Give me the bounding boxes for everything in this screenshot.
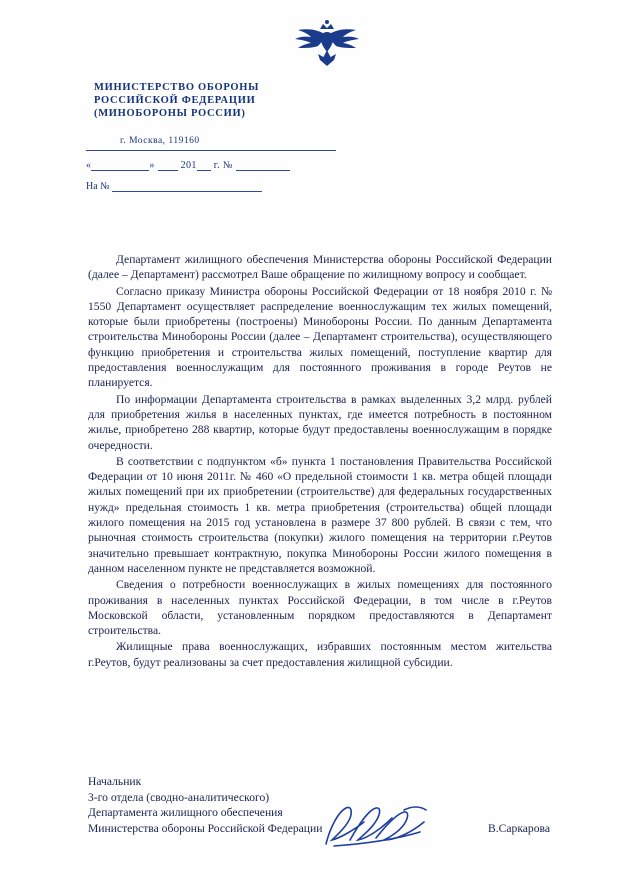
letterhead: [0, 18, 637, 192]
paragraph-3: По информации Департамента строительства в рамках выделенных 3,2 млрд. рублей для приобретения жилья в населенных пунктах, где имеется потребность в постоянном жилье, приобретено 288 квартир, которые будут предоставлены военнослужащим в порядке очередности.: [88, 392, 552, 452]
signer-department-line-1: 3-го отдела (сводно-аналитического): [88, 790, 270, 804]
signer-department-line-3: Министерства обороны Российской Федерации: [88, 821, 323, 835]
paragraph-6: Жилищные права военнослужащих, избравших постоянным местом жительства г.Реутов, будут реализованы за счет предоставления жилищной субсидии.: [88, 640, 552, 669]
ministry-line-1: МИНИСТЕРСТВО ОБОРОНЫ: [94, 82, 260, 93]
paragraph-4: В соответствии с подпунктом «б» пункта 1 постановления Правительства Российской Федерации от 10 июня 2011г. № 460 «О предельной стоимости 1 кв. метра общей площади жилых помещений при их приобретении (строительстве) для федеральных государственных нужд» предельная стоимость 1 кв. метра приобретения (строительства) общей площади жилого помещения на 2015 год установлена в размере 37 800 рублей. В связи с тем, что рыночная стоимость строительства (покупки) жилого помещения на территории г.Реутов значительно превышает контрактную, покупка Минобороны России жилого помещения в данном населенном пункте не представляется возможной.: [88, 454, 552, 575]
ministry-line-3: (МИНОБОРОНЫ РОССИИ): [94, 108, 246, 119]
signer-name: В.Саркарова: [488, 821, 550, 835]
ministry-line-2: РОССИЙСКОЙ ФЕДЕРАЦИИ: [94, 95, 256, 106]
letterhead-divider: [86, 150, 336, 151]
signer-department-line-2: Департамента жилищного обеспечения: [88, 806, 283, 820]
paragraph-2: Согласно приказу Министра обороны Российской Федерации от 18 ноября 2010 г. № 1550 Департамент осуществляет распределение военнослужащим тех жилых помещений, которые были приобретены (построены) Минобороны России. По данным Департамента строительства Минобороны России (далее – Департамент строительства), осуществляющего функцию приобретения и строительства жилых помещений, поступление квартир для предоставления военнослужащим для постоянного проживания в городе Реутов не планируется.: [88, 284, 552, 390]
number-blank-field[interactable]: [236, 160, 290, 171]
letter-body: [88, 252, 552, 671]
year-prefix: 201: [180, 160, 197, 171]
signer-title: Начальник: [88, 775, 142, 788]
signature-block: [88, 774, 558, 836]
city-index-line: г. Москва, 119160: [120, 136, 200, 146]
reference-label: На №: [86, 181, 110, 192]
signer-footer-row: [88, 821, 558, 837]
russian-mod-eagle-emblem-icon: [290, 18, 364, 70]
date-quote-open: «: [86, 160, 92, 171]
emblem-container: [0, 18, 637, 75]
date-quote-close: »: [149, 160, 155, 171]
date-blank-field[interactable]: [91, 160, 149, 171]
reference-blank-field[interactable]: [112, 181, 262, 192]
date-blank-line: [0, 160, 637, 171]
reference-blank-line: [0, 181, 637, 192]
year-blank-field[interactable]: [197, 160, 211, 171]
number-prefix: г. №: [213, 160, 236, 171]
ministry-name-block: [0, 81, 637, 120]
month-blank-field[interactable]: [158, 160, 178, 171]
paragraph-5: Сведения о потребности военнослужащих в жилых помещениях для постоянного проживания в населенных пунктах Российской Федерации, в том числе в г.Реутов Московской области, установленным порядком предоставляются в Департамент строительства.: [88, 578, 552, 638]
paragraph-1: Департамент жилищного обеспечения Министерства обороны Российской Федерации (далее – Департамент) рассмотрел Ваше обращение по жилищному вопросу и сообщает.: [88, 253, 552, 282]
